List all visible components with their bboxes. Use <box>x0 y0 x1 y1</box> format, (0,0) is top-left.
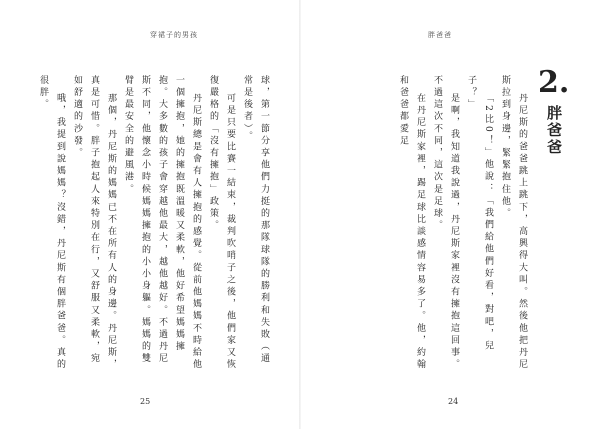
paragraph: 那個，丹尼斯的媽媽已不在所有人的身邊。丹尼斯，真是可惜。胖子抱起人來特別在行，又舒服又柔軟，宛如舒適的沙發。 <box>72 75 116 372</box>
page-header: 穿裙子的男孩 <box>150 31 198 39</box>
chapter-number: 2. <box>538 65 570 100</box>
page-number: 25 <box>140 397 151 406</box>
paragraph: 在丹尼斯家裡，踢足球比談感情容易多了。他，約翰和爸爸都愛足 <box>398 75 425 372</box>
paragraph: 是啊，我知道我說過，丹尼斯家裡沒有擁抱這回事。不過這次不同，這次是足球。 <box>432 75 459 372</box>
paragraph: 可是只要比賽一結束，裁判吹哨子之後，他們家又恢復嚴格的「沒有擁抱」政策。 <box>208 75 235 372</box>
paragraph: 球，第一節分享他們力挺的那隊球隊的勝利和失敗（通常是後者）。 <box>242 75 269 366</box>
page-header: 胖爸爸 <box>428 31 452 39</box>
paragraph: 「2比0！」他說：「我們給他們好看，對吧，兒子？」 <box>466 75 493 353</box>
paragraph: 丹尼斯的爸爸跳上跳下，高興得大叫。然後他把丹尼斯拉到身邊，緊緊抱住他。 <box>500 75 527 372</box>
paragraph: 哦，我提到說媽媽？沒錯，丹尼斯有個胖爸爸。真的很胖。 <box>38 75 65 372</box>
right-page <box>300 0 600 429</box>
page-body <box>330 75 530 375</box>
page-number: 24 <box>448 397 459 406</box>
paragraph: 丹尼斯總是會有人擁抱的感覺。從前他媽媽不時給他一個擁抱，她的擁抱既溫暖又柔軟，他好希望媽媽擁抱。大多數的孩子會穿越他最大，越他越好。不過丹尼斯不同，他懷念小時候媽媽擁抱的小小身軀。媽媽的雙臂是最安全的避風港。 <box>123 75 201 372</box>
chapter-title: 胖爸爸 <box>545 105 563 156</box>
page-body <box>38 75 272 375</box>
